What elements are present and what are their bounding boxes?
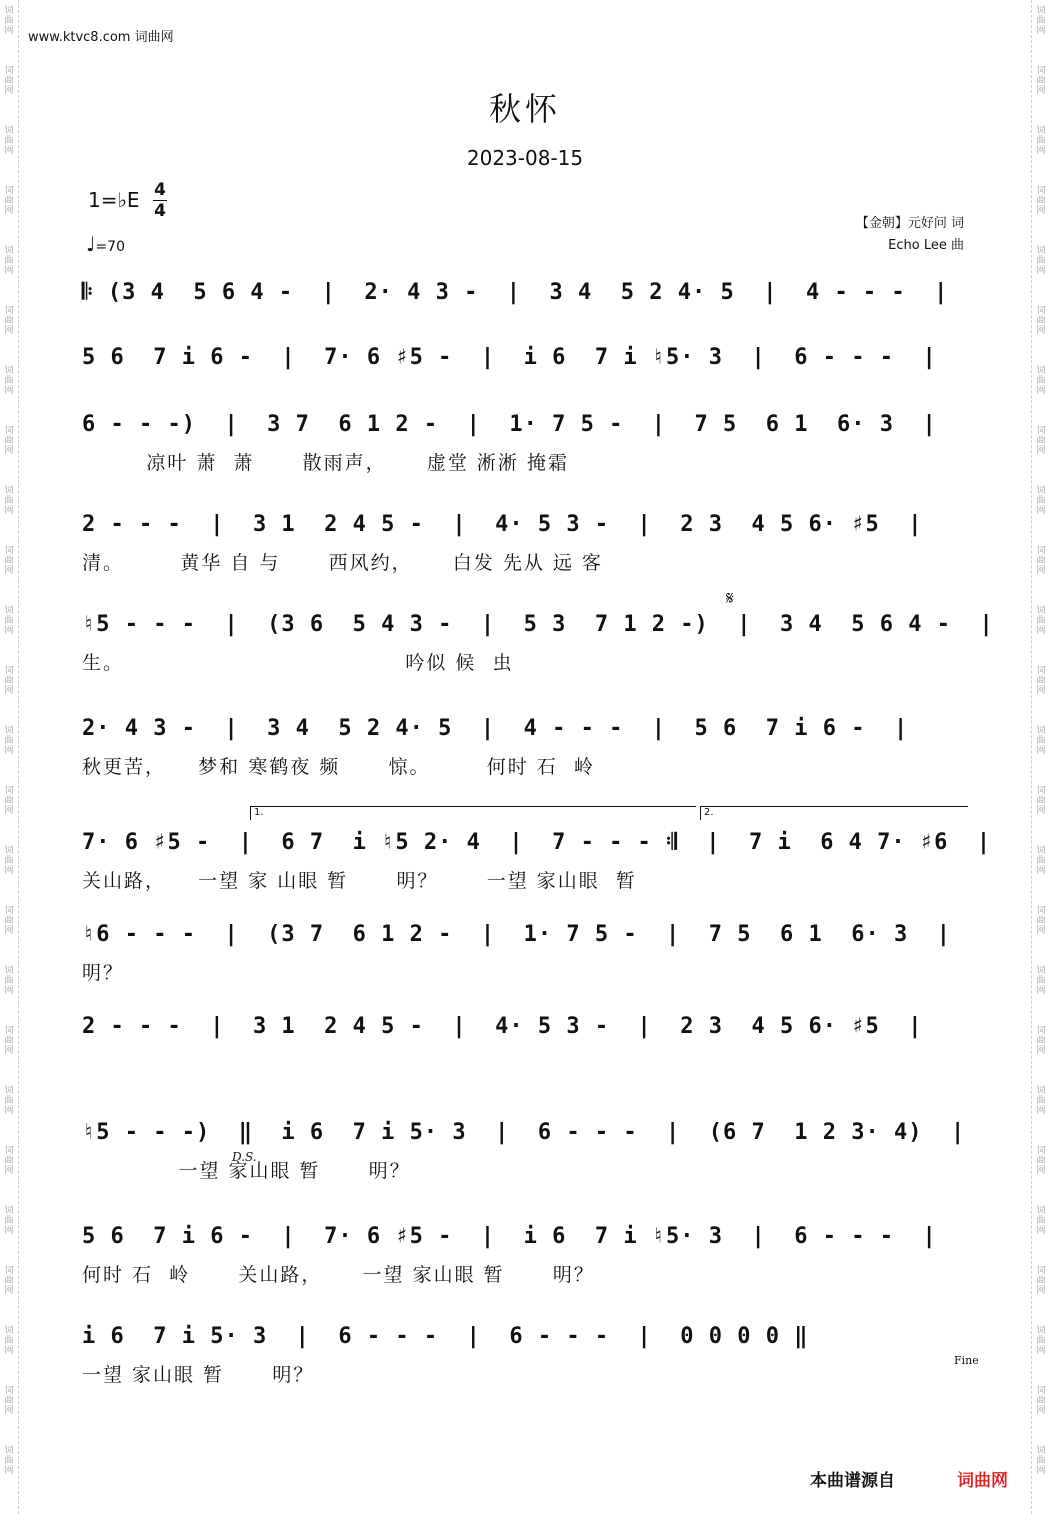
watermark-text: 词 曲 网 xyxy=(4,606,14,636)
score-line xyxy=(82,1118,968,1218)
notation-line: 5 6 7 i 6 - | 7· 6 ♯5 - | i 6 7 i ♮5· 3 | 6 - - - | xyxy=(82,345,937,370)
watermark-text: 词 曲 网 xyxy=(4,306,14,336)
footer-site-link[interactable]: 词曲网 xyxy=(957,1471,1008,1491)
ds-mark: D.S. xyxy=(232,1150,257,1164)
watermark-text: 词 曲 网 xyxy=(4,1146,14,1176)
notation-line: ♮5 - - - | (3 6 5 4 3 - | 5 3 7 1 2 -) | 3 4 5 6 4 - | xyxy=(82,612,994,637)
watermark-text: 词 曲 网 xyxy=(1036,666,1046,696)
watermark-text: 词 曲 网 xyxy=(4,1446,14,1476)
watermark-text: 词 曲 网 xyxy=(1036,1266,1046,1296)
watermark-text: 词 曲 网 xyxy=(4,1266,14,1296)
watermark-text: 词 曲 网 xyxy=(1036,1146,1046,1176)
tempo-mark xyxy=(86,232,125,256)
time-denominator: 4 xyxy=(154,201,166,221)
watermark-text: 词 曲 网 xyxy=(4,1206,14,1236)
score-line xyxy=(82,920,968,1020)
watermark-text: 词 曲 网 xyxy=(1036,846,1046,876)
lyrics-line: 何时 石 岭 关山路， 一望 家山眼 暂 明？ xyxy=(82,1264,595,1286)
notation-line: ♮6 - - - | (3 7 6 1 2 - | 1· 7 5 - | 7 5 6 1 6· 3 | xyxy=(82,922,951,947)
watermark-text: 词 曲 网 xyxy=(1036,726,1046,756)
notation-line: ♮5 - - -) ‖ i 6 7 i 5· 3 | 6 - - - | (6 7 1 2 3· 4) | xyxy=(82,1120,966,1145)
watermark-text: 词 曲 网 xyxy=(4,846,14,876)
watermark-text: 词 曲 网 xyxy=(4,486,14,516)
watermark-text: 词 曲 网 xyxy=(1036,546,1046,576)
notation-line: 2 - - - | 3 1 2 4 5 - | 4· 5 3 - | 2 3 4 5 6· ♯5 | xyxy=(82,512,923,537)
watermark-text: 词 曲 网 xyxy=(4,6,14,36)
fine-mark: Fine xyxy=(954,1354,979,1367)
watermark-text: 词 曲 网 xyxy=(1036,366,1046,396)
volta-2-bracket: 2. xyxy=(700,806,968,820)
watermark-text: 词 曲 网 xyxy=(1036,1386,1046,1416)
volta-1-bracket: 1. xyxy=(250,806,696,820)
lyrics-line: 明？ xyxy=(82,962,125,984)
song-title: 秋怀 xyxy=(488,90,561,128)
site-url[interactable]: www.ktvc8.com 词曲网 xyxy=(28,30,174,45)
watermark-text: 词 曲 网 xyxy=(1036,606,1046,636)
watermark-text: 词 曲 网 xyxy=(4,126,14,156)
watermark-text: 词 曲 网 xyxy=(4,186,14,216)
quarter-note-icon: ♩ xyxy=(86,232,96,256)
watermark-text: 词 曲 网 xyxy=(1036,486,1046,516)
lyrics-line: 关山路， 一望 家 山眼 暂 明？ 一望 家山眼 暂 xyxy=(82,870,637,892)
score-line xyxy=(82,828,992,928)
watermark-text: 词 曲 网 xyxy=(1036,246,1046,276)
watermark-text: 词 曲 网 xyxy=(4,1026,14,1056)
score-line xyxy=(82,510,968,610)
watermark-text: 词 曲 网 xyxy=(4,546,14,576)
notation-line: 𝄆 (3 4 5 6 4 - | 2· 4 3 - | 3 4 5 2 4· 5 | 4 - - - | xyxy=(82,280,949,305)
watermark-text: 词 曲 网 xyxy=(1036,126,1046,156)
lyrics-line: 一望 家山眼 暂 明？ xyxy=(82,1160,411,1182)
watermark-text: 词 曲 网 xyxy=(1036,966,1046,996)
score-line xyxy=(82,410,968,510)
watermark-text: 词 曲 网 xyxy=(1036,66,1046,96)
key-signature: 1=♭E xyxy=(88,188,140,212)
score-line xyxy=(82,714,968,814)
score-line xyxy=(82,1012,968,1112)
composer: Echo Lee 曲 xyxy=(888,238,964,253)
lyrics-line: 一望 家山眼 暂 明？ xyxy=(82,1364,315,1386)
watermark-text: 词 曲 网 xyxy=(1036,186,1046,216)
lyrics-line: 清。 黄华 自 与 西风约， 白发 先从 远 客 xyxy=(82,552,603,574)
lyricist: 【金朝】元好问 词 xyxy=(855,216,964,231)
lyrics-line: 凉叶 萧 萧 散雨声， 虚堂 淅淅 掩霜 xyxy=(82,452,569,474)
notation-line: 5 6 7 i 6 - | 7· 6 ♯5 - | i 6 7 i ♮5· 3 | 6 - - - | xyxy=(82,1224,937,1249)
score-line xyxy=(82,610,994,710)
watermark-text: 词 曲 网 xyxy=(4,246,14,276)
song-date: 2023-08-15 xyxy=(466,146,584,170)
score-line xyxy=(82,1322,968,1422)
footer-source-label: 本曲谱源自 xyxy=(810,1471,895,1491)
watermark-text: 词 曲 网 xyxy=(1036,786,1046,816)
watermark-text: 词 曲 网 xyxy=(4,786,14,816)
watermark-text: 词 曲 网 xyxy=(4,966,14,996)
watermark-text: 词 曲 网 xyxy=(1036,1446,1046,1476)
watermark-text: 词 曲 网 xyxy=(1036,1026,1046,1056)
watermark-strip-right xyxy=(1031,0,1050,1514)
credits xyxy=(856,213,964,257)
watermark-text: 词 曲 网 xyxy=(4,66,14,96)
segno-mark: 𝄋 xyxy=(726,588,734,609)
watermark-text: 词 曲 网 xyxy=(4,1386,14,1416)
watermark-text: 词 曲 网 xyxy=(4,1086,14,1116)
tempo-value: =70 xyxy=(95,239,125,255)
watermark-text: 词 曲 网 xyxy=(4,726,14,756)
watermark-text: 词 曲 网 xyxy=(1036,306,1046,336)
watermark-text: 词 曲 网 xyxy=(1036,1086,1046,1116)
watermark-text: 词 曲 网 xyxy=(1036,1326,1046,1356)
watermark-text: 词 曲 网 xyxy=(4,906,14,936)
notation-line: 2· 4 3 - | 3 4 5 2 4· 5 | 4 - - - | 5 6 7 i 6 - | xyxy=(82,716,909,741)
watermark-text: 词 曲 网 xyxy=(1036,1206,1046,1236)
time-numerator: 4 xyxy=(154,180,166,200)
lyrics-line: 秋更苦， 梦和 寒鹤夜 频 惊。 何时 石 岭 xyxy=(82,756,595,778)
watermark-text: 词 曲 网 xyxy=(1036,906,1046,936)
lyrics-line: 生。 吟似 候 虫 xyxy=(82,652,514,674)
watermark-text: 词 曲 网 xyxy=(1036,426,1046,456)
time-signature xyxy=(153,180,167,221)
notation-line: i 6 7 i 5· 3 | 6 - - - | 6 - - - | 0 0 0 0 ‖ xyxy=(82,1324,809,1349)
watermark-strip-left xyxy=(0,0,19,1514)
watermark-text: 词 曲 网 xyxy=(4,426,14,456)
notation-line: 2 - - - | 3 1 2 4 5 - | 4· 5 3 - | 2 3 4 5 6· ♯5 | xyxy=(82,1014,923,1039)
watermark-text: 词 曲 网 xyxy=(1036,6,1046,36)
score-line xyxy=(82,1222,968,1322)
watermark-text: 词 曲 网 xyxy=(4,666,14,696)
notation-line: 6 - - -) | 3 7 6 1 2 - | 1· 7 5 - | 7 5 6 1 6· 3 | xyxy=(82,412,937,437)
notation-line: 7· 6 ♯5 - | 6 7 i ♮5 2· 4 | 7 - - - 𝄇 | 7 i 6 4 7· ♯6 | xyxy=(82,830,992,855)
watermark-text: 词 曲 网 xyxy=(4,366,14,396)
watermark-text: 词 曲 网 xyxy=(4,1326,14,1356)
